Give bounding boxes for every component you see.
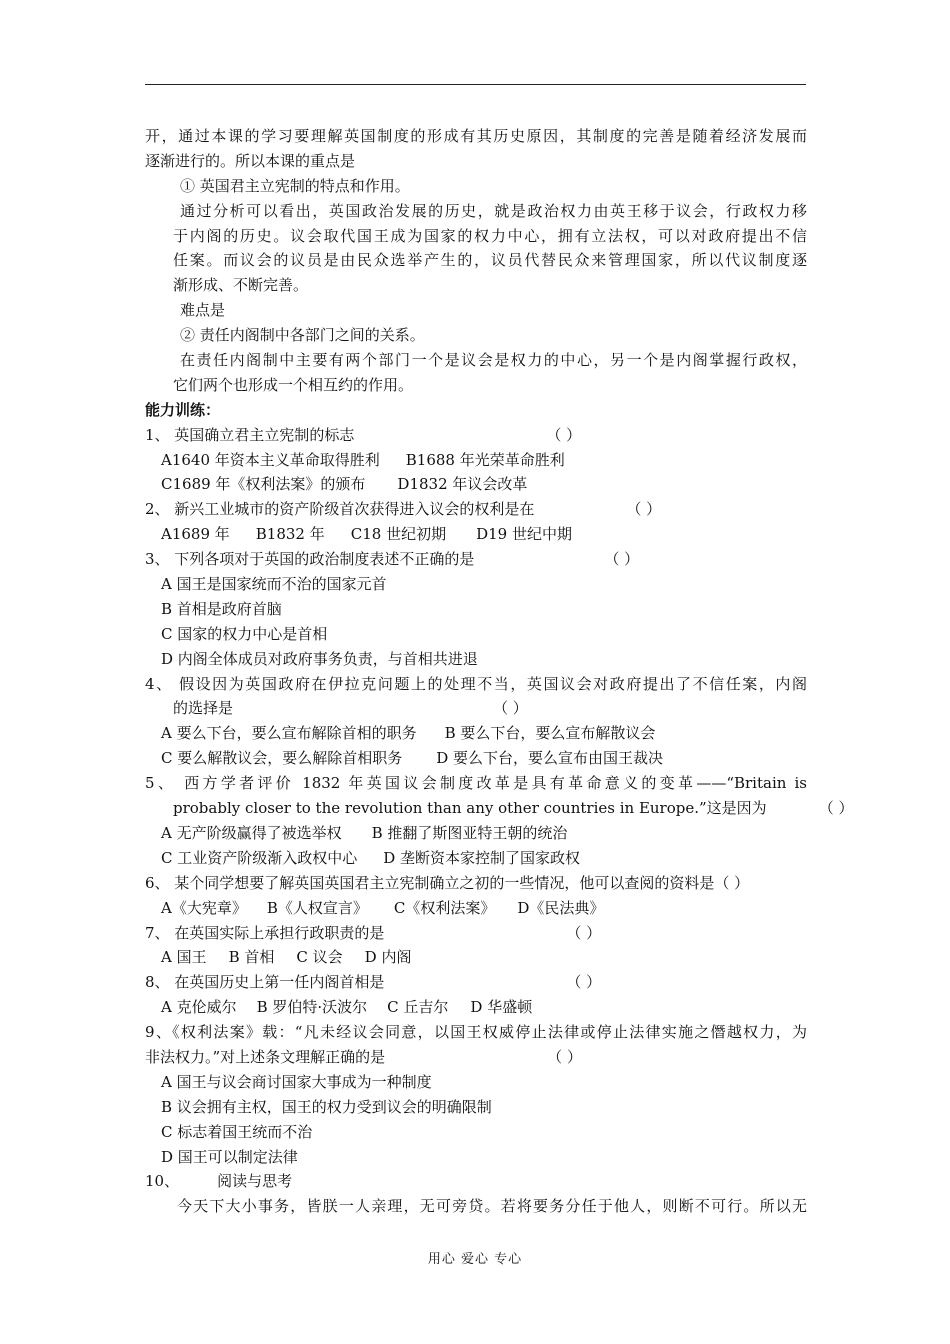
question-10-title: 阅读与思考 — [217, 1172, 293, 1191]
option-row — [145, 472, 807, 497]
question-stem — [145, 970, 807, 995]
page-footer: 用心 爱心 专心 — [427, 1252, 523, 1267]
option: C1689 年《权利法案》的颁布 — [161, 475, 366, 494]
option-row — [145, 721, 807, 746]
question-5-stem: 5、 西方学者评价 1832 年英国议会制度改革是具有革命意义的变革——“Britain is — [145, 774, 807, 793]
option: B 要么下台，要么宣布解散议会 — [444, 724, 656, 743]
question-9-stem-cont: 非法权力。”对上述条文理解正确的是 — [145, 1047, 386, 1066]
option-row — [145, 746, 807, 771]
header-rule — [145, 84, 806, 85]
answer-bracket: （ ） — [547, 1047, 582, 1066]
question-stem — [145, 423, 807, 448]
option: C 丘吉尔 — [387, 998, 449, 1017]
option: A 要么下台，要么宣布解除首相的职务 — [161, 724, 417, 743]
option: B 首相 — [228, 948, 275, 967]
option: D1832 年议会改革 — [397, 475, 528, 494]
section-title: 能力训练： — [145, 400, 221, 419]
option-row: D 内阁全体成员对政府事务负责，与首相共进退 — [161, 649, 478, 668]
option-row — [145, 945, 807, 970]
answer-bracket: （ ） — [604, 550, 640, 569]
option: D《民法典》 — [517, 898, 605, 917]
option-row — [145, 522, 807, 547]
key-point-title: ① 英国君主立宪制的特点和作用。 — [180, 176, 410, 195]
option-row: A 国王是国家统而不治的国家元首 — [161, 575, 387, 594]
option-row — [145, 821, 807, 846]
option: B1688 年光荣革命胜利 — [405, 450, 565, 469]
option: D 华盛顿 — [470, 998, 533, 1017]
answer-bracket: （ ） — [626, 500, 662, 519]
question-5-stem-cont: probably closer to the revolution than any other countries in Europe.”这是因为 — [173, 799, 767, 818]
question-2-stem: 2、 新兴工业城市的资产阶级首次获得进入议会的权利是在 — [145, 500, 535, 519]
option: D 要么下台，要么宣布由国王裁决 — [436, 749, 664, 768]
option: B 罗伯特·沃波尔 — [256, 998, 368, 1017]
key-point-text: 任案。而议会的议员是由民众选举产生的，议员代替民众来管理国家，所以代议制度逐 — [173, 251, 807, 270]
option: D 垄断资本家控制了国家政权 — [383, 848, 581, 867]
option-row: A 国王与议会商讨国家大事成为一种制度 — [161, 1072, 432, 1091]
option: C 议会 — [296, 948, 343, 967]
difficulty-text: 它们两个也形成一个相互约的作用。 — [173, 375, 414, 394]
option: A1640 年资本主义革命取得胜利 — [161, 450, 380, 469]
key-point-text: 渐形成、不断完善。 — [173, 276, 309, 295]
option-row: B 议会拥有主权，国王的权力受到议会的明确限制 — [161, 1097, 492, 1116]
answer-bracket: （ ） — [566, 923, 602, 942]
option-row — [145, 448, 807, 473]
key-point-text: 于内阁的历史。议会取代国王成为国家的权力中心，拥有立法权，可以对政府提出不信 — [173, 226, 807, 245]
question-stem — [145, 547, 807, 572]
option: C《权利法案》 — [393, 898, 496, 917]
question-stem — [145, 497, 807, 522]
option-row: D 国王可以制定法律 — [161, 1147, 298, 1166]
difficulty-text: 在责任内阁制中主要有两个部门一个是议会是权力的中心，另一个是内阁掌握行政权， — [180, 351, 807, 370]
question-stem — [145, 1045, 807, 1070]
option-row: C 标志着国王统而不治 — [161, 1122, 313, 1141]
question-6-stem: 6、 某个同学想要了解英国英国君主立宪制确立之初的一些情况，他可以查阅的资料是（ ） — [145, 873, 750, 892]
question-3-stem: 3、 下列各项对于英国的政治制度表述不正确的是 — [145, 550, 475, 569]
question-10-number: 10、 — [145, 1172, 180, 1191]
option-row — [145, 846, 807, 871]
option: D19 世纪中期 — [476, 525, 572, 544]
question-4-stem: 4、 假设因为英国政府在伊拉克问题上的处理不当，英国议会对政府提出了不信任案，内阁 — [145, 674, 807, 693]
document-body — [145, 124, 854, 1219]
difficulty-label: 难点是 — [180, 301, 226, 320]
question-8-stem: 8、 在英国历史上第一任内阁首相是 — [145, 973, 385, 992]
question-4-stem-cont: 的选择是 — [173, 699, 234, 718]
option-row: B 首相是政府首脑 — [161, 599, 282, 618]
key-point-text: 通过分析可以看出，英国政治发展的历史，就是政治权力由英王移于议会，行政权力移 — [180, 201, 807, 220]
option: B《人权宣言》 — [266, 898, 368, 917]
option: C 工业资产阶级渐入政权中心 — [161, 848, 358, 867]
question-9-stem: 9、《权利法案》载：“凡未经议会同意，以国王权威停止法律或停止法律实施之僭越权力，为 — [145, 1023, 807, 1042]
option: C 要么解散议会，要么解除首相职务 — [161, 749, 403, 768]
option: C18 世纪初期 — [350, 525, 447, 544]
option: A《大宪章》 — [161, 898, 247, 917]
option: B 推翻了斯图亚特王朝的统治 — [371, 823, 568, 842]
intro-line: 开，通过本课的学习要理解英国制度的形成有其历史原因，其制度的完善是随着经济发展而 — [145, 127, 807, 145]
question-stem — [145, 796, 854, 821]
option: D 内阁 — [364, 948, 412, 967]
option-row — [145, 896, 807, 921]
option: B1832 年 — [255, 525, 325, 544]
answer-bracket: （ ） — [546, 425, 582, 444]
question-7-stem: 7、 在英国实际上承担行政职责的是 — [145, 923, 385, 942]
option: A 国王 — [161, 948, 207, 967]
question-stem — [145, 1169, 807, 1194]
difficulty-title: ② 责任内阁制中各部门之间的关系。 — [180, 326, 425, 345]
option: A 无产阶级赢得了被选举权 — [161, 823, 342, 842]
intro-line: 逐渐进行的。所以本课的重点是 — [145, 151, 356, 170]
answer-bracket: （ ） — [818, 799, 854, 818]
question-stem — [145, 921, 807, 946]
option-row: C 国家的权力中心是首相 — [161, 624, 328, 643]
reading-text: 今天下大小事务，皆朕一人亲理，无可旁贷。若将要务分任于他人，则断不可行。所以无 — [177, 1197, 807, 1216]
option: A1689 年 — [161, 525, 230, 544]
answer-bracket: （ ） — [493, 699, 528, 718]
option: A 克伦威尔 — [161, 998, 237, 1017]
option-row — [145, 995, 807, 1020]
question-stem — [145, 696, 807, 721]
question-1-stem: 1、 英国确立君主立宪制的标志 — [145, 425, 355, 444]
answer-bracket: （ ） — [566, 973, 602, 992]
